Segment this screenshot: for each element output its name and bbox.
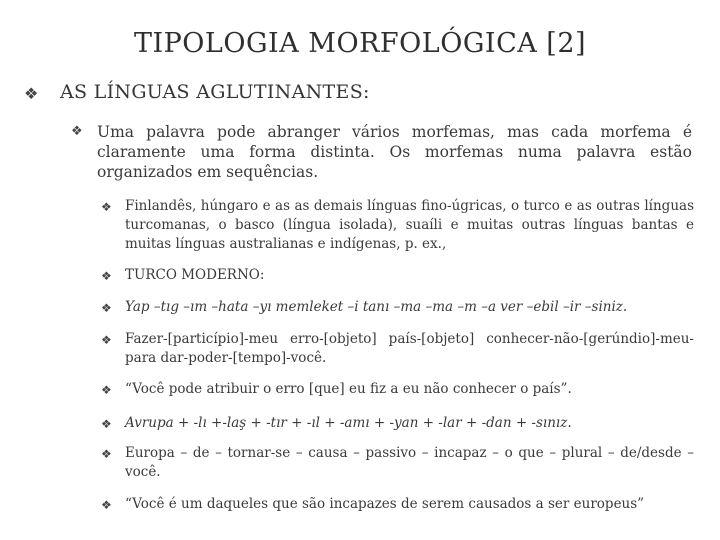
diamond-star-icon: ❖ [101,383,112,397]
diamond-star-icon: ❖ [101,200,112,214]
list-item-translation: “Você pode atribuir o erro [que] eu fiz a eu não conhecer o país”. [125,381,572,397]
diamond-star-icon: ❖ [101,447,112,461]
list-item-gloss: Fazer-[particípio]-meu erro-[objeto] país-[objeto] conhecer-não-[gerúndio]-meu-para dar-poder-[tempo]-você. [125,331,694,366]
diamond-star-icon: ❖ [101,417,112,431]
diamond-star-icon: ❖ [71,124,83,139]
list-item-avrupa-gloss: Europa – de – tornar-se – causa – passivo – incapaz – o que – plural – de/desde – você. [125,445,694,480]
diamond-star-icon: ❖ [101,269,112,283]
list-item-languages: Finlandês, húngaro e as as demais línguas fino-úgricas, o turco e as outras línguas turcomanas, o basco (língua isolada), suaíli e muitas outras línguas bantas e muitas línguas australianas e indígenas, p. ex., [125,198,694,252]
list-item-turco-moderno: TURCO MODERNO: [125,267,265,283]
diamond-star-icon: ❖ [24,84,39,103]
list-item-avrupa-example: Avrupa + -lı +-laş + -tır + -ıl + -amı + -yan + -lar + -dan + -sınız. [125,415,572,431]
list-item-avrupa-translation: “Você é um daqueles que são incapazes de serem causados a ser europeus” [125,496,645,512]
diamond-star-icon: ❖ [101,333,112,347]
slide-title: TIPOLOGIA MORFOLÓGICA [2] [133,28,587,59]
diamond-star-icon: ❖ [101,498,112,512]
list-item-turkish-example: Yap –tıg –ım –hata –yı memleket –i tanı –ma –ma –m –a ver –ebil –ir –siniz. [125,299,628,315]
definition-paragraph: Uma palavra pode abranger vários morfemas, mas cada morfema é claramente uma forma distinta. Os morfemas numa palavra estão organizados em sequências. [97,123,692,181]
diamond-star-icon: ❖ [101,301,112,315]
section-heading: AS LÍNGUAS AGLUTINANTES: [60,81,370,103]
